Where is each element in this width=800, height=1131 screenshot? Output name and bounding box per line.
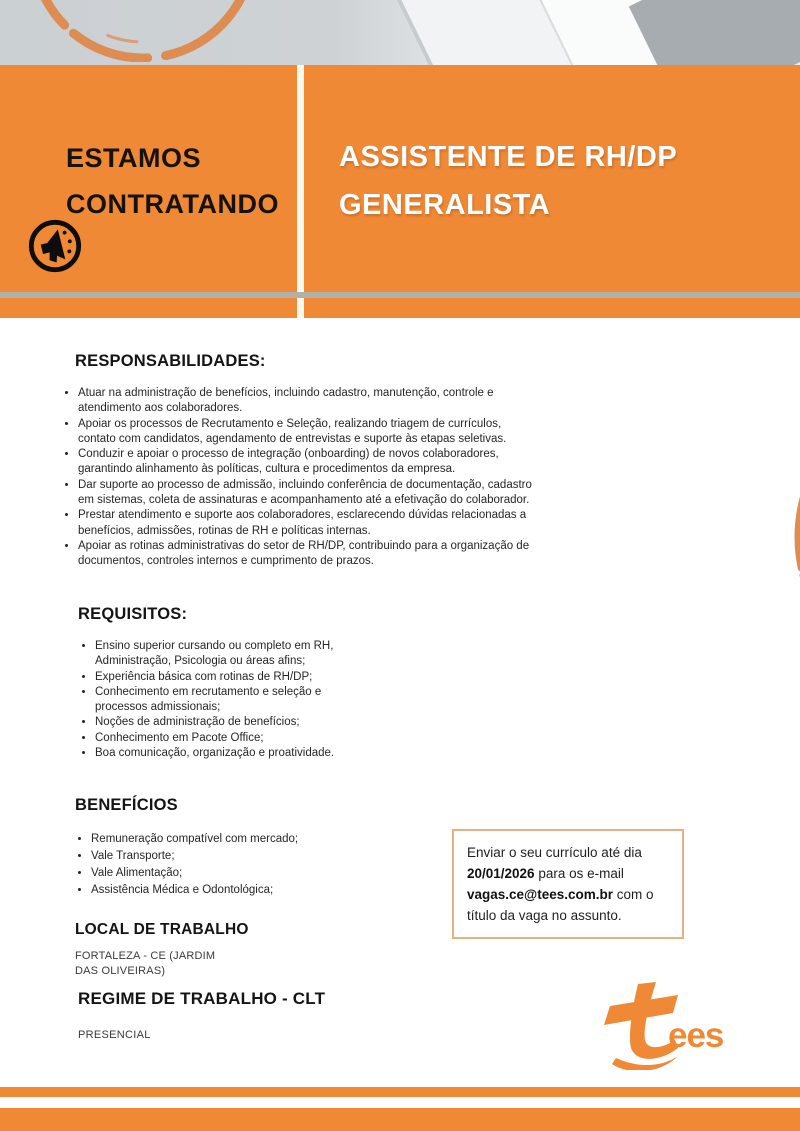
list-item: • Vale Transporte; [91,849,405,864]
list-item: • Experiência básica com rotinas de RH/DP; [95,670,360,685]
logo-text: ees [668,1016,724,1055]
list-item: • Ensino superior cursando ou completo em RH, Administração, Psicologia ou áreas afins; [95,639,360,670]
work-regime-value: PRESENCIAL [78,1029,151,1041]
brush-circle-right-icon [715,382,800,692]
list-item: • Conhecimento em recrutamento e seleção e processos admissionais; [95,685,360,716]
list-item: • Conhecimento em Pacote Office; [95,731,360,746]
requirements-list [78,639,360,761]
banner [0,65,800,318]
benefits-heading: BENEFÍCIOS [75,796,178,814]
list-item: • Noções de administração de benefícios; [95,715,360,730]
application-text-2: para os e-mail [534,866,624,881]
section-work-location [75,921,405,979]
list-item: • Vale Alimentação; [91,866,405,881]
work-regime-heading: REGIME DE TRABALHO - CLT [78,989,326,1008]
list-item: • Remuneração compatível com mercado; [91,832,405,847]
work-location-line2: DAS OLIVEIRAS) [75,965,166,977]
responsibilities-heading: RESPONSABILIDADES: [75,352,266,370]
list-item: • Atuar na administração de benefícios, incluindo cadastro, manutenção, controle e atendimento aos colaboradores. [78,386,535,417]
job-title [339,133,677,229]
list-item: • Prestar atendimento e suporte aos colaboradores, esclarecendo dúvidas relacionadas a benefícios, admissões, rotinas de RH e políticas internas. [78,508,535,539]
brush-circle-top-icon [18,0,268,62]
footer-bar-thin [0,1087,800,1097]
header-photo [0,0,800,65]
application-email: vagas.ce@tees.com.br [467,887,613,902]
list-item: • Apoiar as rotinas administrativas do setor de RH/DP, contribuindo para a organização de documentos, controles internos e cumprimento de prazos. [78,539,535,570]
list-item: • Assistência Médica e Odontológica; [91,883,405,898]
company-logo [590,980,760,1070]
responsibilities-list [63,386,535,570]
application-instructions-box [452,829,684,939]
list-item: • Conduzir e apoiar o processo de integração (onboarding) de novos colaboradores, garantindo alinhamento às políticas, cultura e procedimentos da empresa. [78,447,535,478]
section-responsibilities [63,352,563,570]
list-item: • Apoiar os processos de Recrutamento e Seleção, realizando triagem de currículos, contato com candidatos, agendamento de entrevistas e suporte às etapas seletivas. [78,417,535,448]
application-text-1: Enviar o seu currículo até dia [467,845,642,860]
section-requirements [78,605,398,761]
photo-laptop [629,0,800,65]
section-work-regime [78,989,418,1041]
job-title-line2: GENERALISTA [339,189,551,221]
work-location-line1: FORTALEZA - CE (JARDIM [75,950,216,962]
hiring-label-line2: CONTRATANDO [66,189,279,219]
banner-gray-stripe [0,292,800,298]
benefits-list [75,832,405,899]
list-item: • Dar suporte ao processo de admissão, incluindo conferência de documentação, cadastro em sistemas, coleta de assinaturas e acompanhamento até a efetivação do colaborador. [78,478,535,509]
application-deadline: 20/01/2026 [467,866,535,881]
list-item: • Boa comunicação, organização e proatividade. [95,746,360,761]
section-benefits [75,796,435,900]
megaphone-icon [26,217,84,275]
hiring-label-line1: ESTAMOS [66,143,202,173]
application-instructions [467,842,669,926]
footer-bar-thick [0,1108,800,1131]
hiring-label [66,135,279,227]
job-title-line1: ASSISTENTE DE RH/DP [339,141,678,173]
banner-divider [297,65,304,318]
requirements-heading: REQUISITOS: [78,605,188,623]
work-location-value [75,949,405,979]
work-location-heading: LOCAL DE TRABALHO [75,921,249,938]
application-text-3: com o título da vaga no assunto. [467,887,654,923]
